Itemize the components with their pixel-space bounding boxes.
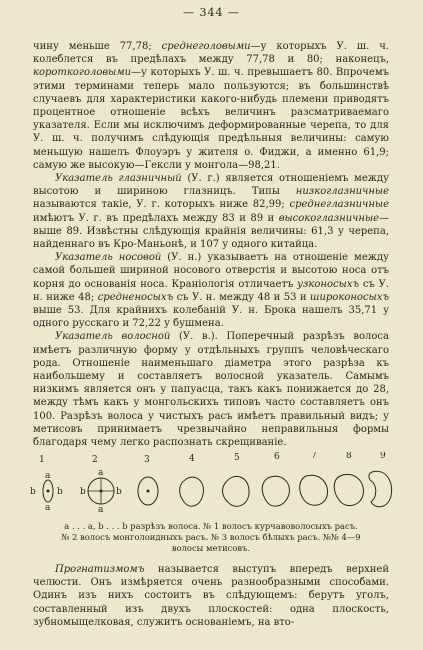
text-run: чину меньше 77,78;: [33, 41, 162, 52]
hair-section-5: [223, 476, 250, 506]
text-run: называется выступъ впередъ верхней челюсти. Онъ измѣряется очень разнообразными способами. Одинъ изъ нихъ состоитъ въ слѣдующемъ: берутъ уголъ, составленный изъ двухъ плоскостей: одна плоскость, зубномыщелковая, служитъ основаніемъ, на вто-: [33, 564, 389, 628]
fig-number-8: 8: [346, 452, 352, 461]
hair-section-7: [300, 475, 328, 505]
page-number: — 344 —: [183, 6, 240, 19]
italic-term: Указатель носовой: [55, 252, 162, 264]
text-run: — выше 89. Извѣстны слѣдующія крайнія величины: 61,3 у черепа, найденнаго въ Кро-Маньонѣ, и 107 у одного китайца.: [33, 212, 389, 251]
hair-cross-section-figure: [30, 452, 394, 522]
fig1-letter-a-top: a: [45, 471, 51, 481]
text-run: съ У. н. между 48 и 53 и: [173, 291, 311, 303]
text-run: (У. н.) указываетъ на отношеніе между самой большей шириной носового отверстія и высотою носа отъ корня до основанія носа. Краніологія отличаетъ: [33, 252, 389, 290]
fig2-letter-b-left: b: [80, 487, 86, 497]
text-run: (У. г.) является отношеніемъ между высотою и шириною глазницъ. Типы: [33, 173, 389, 198]
fig2-letter-a-bottom: a: [98, 505, 104, 515]
italic-term: низкоглазничные: [295, 186, 389, 198]
hair-sections-svg: [30, 452, 394, 522]
text-run: называются такіе, У. г. которыхъ ниже 82,99;: [33, 199, 290, 211]
text-run: выше 53. Для крайнихъ колебаній У. н. Брока нашелъ 35,71 у одного русскаго и 72,22 у бушмена.: [33, 305, 389, 330]
fig1-letter-b-left: b: [30, 487, 36, 497]
fig1-letter-a-bottom: a: [45, 503, 51, 513]
italic-term: средненосыхъ: [97, 291, 174, 303]
main-text: [33, 40, 389, 449]
fig-number-7: 7: [311, 452, 317, 461]
italic-term: Указатель волосной: [55, 331, 171, 343]
fig-number-9: 9: [380, 452, 386, 461]
paragraph-cephalic-index: [33, 40, 389, 172]
text-run: имѣютъ У. г. въ предѣлахъ между 83 и 89 и: [33, 212, 279, 224]
paragraph-orbital-index: [33, 172, 389, 251]
fig-number-5: 5: [234, 453, 240, 463]
italic-term: среднеголовыми: [161, 41, 251, 52]
italic-term: высокоглазничные: [278, 212, 379, 224]
fig-number-6: 6: [274, 452, 280, 462]
fig-number-3: 3: [144, 455, 150, 465]
caption-line-2: № 2 волосъ монголоидныхъ расъ. № 3 волосъ бѣлыхъ расъ. №№ 4—9: [61, 532, 361, 542]
hair-section-8: [334, 474, 363, 505]
fig-number-1: 1: [39, 455, 45, 465]
italic-term: Прогнатизмомъ: [55, 564, 145, 575]
fig2-letter-a-top: a: [98, 468, 104, 478]
text-run: —у которыхъ У. ш. ч. колеблется въ предѣлахъ между 77,78 и 80; наконецъ,: [33, 41, 389, 66]
text-run: съ У. н. ниже 48;: [33, 278, 389, 303]
italic-term: Указатель глазничный: [55, 173, 182, 185]
paragraph-nasal-index: [33, 251, 389, 330]
italic-term: широконосыхъ: [310, 291, 389, 303]
fig1-letter-b-right: b: [57, 487, 63, 497]
italic-term: среднеглазничные: [289, 199, 389, 211]
fig-number-4: 4: [189, 454, 195, 464]
figure-caption: [33, 521, 389, 554]
hair-section-3: [138, 477, 158, 505]
caption-line-3: волосы метисовъ.: [171, 543, 251, 553]
hair-section-6: [262, 476, 289, 506]
text-run: —у которыхъ У. ш. ч. превышаетъ 80. Впрочемъ этими терминами теперь мало пользуются; въ большинствѣ случаевъ для характеристики какого-нибудь племени приводятъ процентное отношеніе всѣхъ величинъ разсматриваемаго указателя. Если мы исключимъ деформированные черепа, то для У. ш. ч. получимъ слѣдующія предѣльныя величины: самую меньшую нашелъ Флоуэръ у жителя о. Фиджи, а именно 61,9; самую же высокую—Гексли у монгола—98,21.: [33, 67, 389, 171]
paragraph-prognathism: [33, 563, 389, 629]
italic-term: короткоголовыми: [33, 67, 132, 79]
fig2-letter-b-right: b: [116, 487, 122, 497]
text-run: (У. в.). Поперечный разрѣзъ волоса имѣетъ различную форму у отдѣльныхъ группъ человѣческаго рода. Отношеніе наименьшаго діаметра этого разрѣза къ наибольшему и составляетъ волосной указатель. Самымъ низкимъ является онъ у папуасца, такъ какъ понижается до 28, между тѣмъ какъ у монгольскихъ типовъ часто составляетъ онъ 100. Разрѣзъ волоса у чистыхъ расъ имѣетъ правильный видъ; у метисовъ принимаетъ чрезвычайно неправильныя формы благодаря чему легко распознать скрещиваніе.: [33, 331, 389, 449]
hair-section-1: [30, 471, 63, 513]
italic-term: узконосыхъ: [297, 278, 360, 290]
hair-section-4: [180, 477, 204, 506]
hair-section-2: [80, 468, 122, 515]
main-text-continued: [33, 563, 389, 629]
hair-section-9: [369, 471, 392, 506]
fig-number-2: 2: [92, 455, 98, 465]
caption-line-1: а . . . а, b . . . b разрѣзъ волоса. № 1 волосъ курчавоволосыхъ расъ.: [64, 521, 358, 531]
paragraph-hair-index: [33, 330, 389, 449]
